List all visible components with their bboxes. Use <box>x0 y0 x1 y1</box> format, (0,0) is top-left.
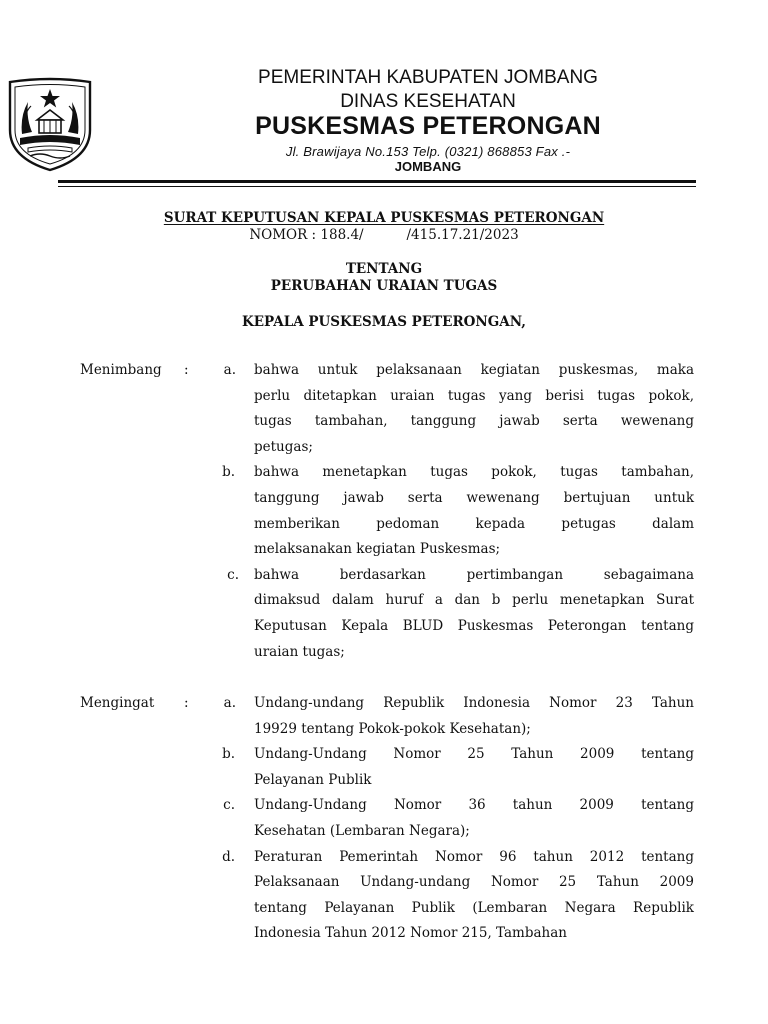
mengingat-colon: : <box>184 695 189 711</box>
letterhead-department: DINAS KESEHATAN <box>340 91 516 112</box>
decree-number: NOMOR : 188.4/ /415.17.21/2023 <box>249 227 519 243</box>
mengingat-item-letter: d. <box>222 848 235 865</box>
menimbang-item <box>254 460 694 562</box>
menimbang-label: Menimbang <box>80 362 162 378</box>
jombang-regency-crest-icon <box>4 76 96 172</box>
mengingat-item-line: Pelayanan Publik <box>254 771 372 788</box>
menimbang-item-line: uraian tugas; <box>254 643 345 660</box>
mengingat-label: Mengingat <box>80 695 155 711</box>
mengingat-item <box>254 793 694 844</box>
mengingat-item <box>254 691 694 742</box>
decree-title <box>0 210 768 226</box>
menimbang-item-letter: a. <box>223 362 236 378</box>
letterhead-address: Jl. Brawijaya No.153 Telp. (0321) 868853 Fax .- <box>285 144 571 159</box>
mengingat-item-line: Indonesia Tahun 2012 Nomor 215, Tambahan <box>254 925 567 942</box>
mengingat-item <box>254 845 694 947</box>
mengingat-item <box>254 742 694 793</box>
menimbang-item-line: melaksanakan kegiatan Puskesmas; <box>254 541 501 558</box>
mengingat-item-letter: b. <box>222 746 235 763</box>
menimbang-item-line: tugas tambahan, tanggung jawab serta wewenang <box>254 413 694 430</box>
menimbang-item <box>254 563 694 665</box>
menimbang-item-line: tanggung jawab serta wewenang bertujuan untuk <box>254 489 694 506</box>
mengingat-item-line: Undang-Undang Nomor 25 Tahun 2009 tentang <box>254 746 694 763</box>
letterhead-divider-thick <box>58 180 696 183</box>
decree-title-text: SURAT KEPUTUSAN KEPALA PUSKESMAS PETERONGAN <box>163 210 605 226</box>
menimbang-item-line: bahwa untuk pelaksanaan kegiatan puskesmas, maka <box>254 362 694 378</box>
issuer-heading: KEPALA PUSKESMAS PETERONGAN, <box>242 314 526 330</box>
mengingat-item-line: tentang Pelayanan Publik (Lembaran Negara Republik <box>254 899 694 916</box>
menimbang-item-line: bahwa menetapkan tugas pokok, tugas tambahan, <box>254 464 694 481</box>
menimbang-item-line: bahwa berdasarkan pertimbangan sebagaimana <box>254 566 694 583</box>
letterhead-institution: PUSKESMAS PETERONGAN <box>255 112 601 140</box>
menimbang-item-line: petugas; <box>254 438 313 455</box>
menimbang-item-line: Keputusan Kepala BLUD Puskesmas Peterongan tentang <box>254 617 694 634</box>
letterhead-government: PEMERINTAH KABUPATEN JOMBANG <box>258 67 598 88</box>
about-heading: TENTANG <box>345 261 423 277</box>
menimbang-item <box>254 358 694 460</box>
mengingat-item-letter: c. <box>223 797 235 814</box>
mengingat-item-letter: a. <box>223 695 236 711</box>
menimbang-item-line: memberikan pedoman kepada petugas dalam <box>254 515 694 532</box>
letterhead-divider-thin <box>58 186 696 187</box>
menimbang-item-line: perlu ditetapkan uraian tugas yang berisi tugas pokok, <box>254 387 694 404</box>
menimbang-item-letter: b. <box>222 464 235 481</box>
mengingat-item-line: Undang-Undang Nomor 36 tahun 2009 tentang <box>254 797 694 814</box>
mengingat-item-line: Peraturan Pemerintah Nomor 96 tahun 2012 tentang <box>254 848 694 865</box>
mengingat-item-line: Kesehatan (Lembaran Negara); <box>254 822 470 839</box>
menimbang-item-line: dimaksud dalam huruf a dan b perlu menetapkan Surat <box>254 592 694 609</box>
menimbang-item-letter: c. <box>227 566 239 583</box>
mengingat-item-line: Pelaksanaan Undang-undang Nomor 25 Tahun 2009 <box>254 874 694 891</box>
mengingat-item-line: 19929 tentang Pokok-pokok Kesehatan); <box>254 720 531 737</box>
menimbang-colon: : <box>184 362 189 378</box>
letterhead-city: JOMBANG <box>394 159 462 174</box>
mengingat-item-line: Undang-undang Republik Indonesia Nomor 23 Tahun <box>254 695 694 711</box>
decree-subject: PERUBAHAN URAIAN TUGAS <box>270 278 498 294</box>
